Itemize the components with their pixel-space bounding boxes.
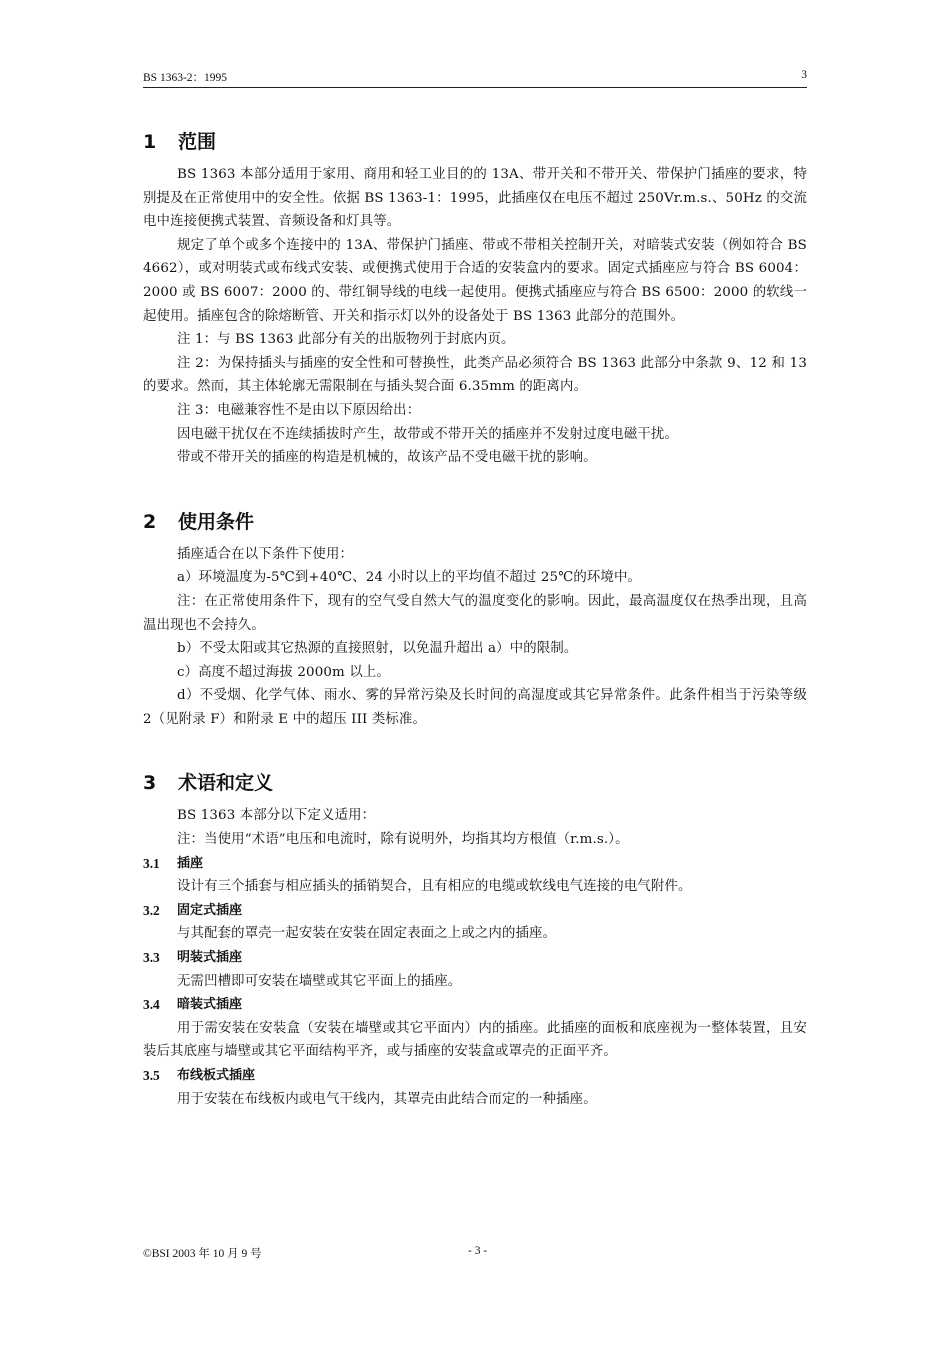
definition-text: 用于需安装在安装盒（安装在墙壁或其它平面内）内的插座。此插座的面板和底座视为一整体装置，且安装后其底座与墙壁或其它平面结构平齐，或与插座的安装盒或罩壳的正面平齐。 bbox=[143, 1020, 807, 1060]
section-title: 使用条件 bbox=[178, 510, 255, 533]
definition-term bbox=[143, 852, 807, 876]
definition-text: 设计有三个插套与相应插头的插销契合，且有相应的电缆或软线电气连接的电气附件。 bbox=[177, 879, 692, 895]
note: 注 2：为保持插头与插座的安全性和可替换性，此类产品必须符合 BS 1363 此部分中条款 9、12 和 13 的要求。然而，其主体轮廓无需限制在与插头契合面 6.35mm 的距离内。 bbox=[143, 355, 807, 395]
definition-text: 无需凹槽即可安装在墙壁或其它平面上的插座。 bbox=[177, 973, 462, 989]
definition-term bbox=[143, 946, 807, 970]
section-heading-conditions bbox=[143, 508, 807, 536]
definition-text: 用于安装在布线板内或电气干线内，其罩壳由此结合而定的一种插座。 bbox=[177, 1091, 597, 1107]
term-label: 固定式插座 bbox=[177, 902, 243, 918]
page-header bbox=[143, 63, 807, 88]
note: 注：在正常使用条件下，现有的空气受自然大气的温度变化的影响。因此，最高温度仅在热季出现，且高温出现也不会持久。 bbox=[143, 593, 807, 633]
paragraph: 因电磁干扰仅在不连续插拔时产生，故带或不带开关的插座并不发射过度电磁干扰。 bbox=[177, 426, 679, 442]
page-footer bbox=[143, 1245, 807, 1265]
page-content bbox=[143, 128, 807, 1111]
header-page-number: 3 bbox=[801, 69, 807, 81]
section-number: 2 bbox=[143, 510, 157, 533]
note: 注 3：电磁兼容性不是由以下原因给出： bbox=[177, 402, 421, 418]
term-label: 插座 bbox=[177, 855, 204, 871]
definition-term bbox=[143, 1064, 807, 1088]
definition-term bbox=[143, 899, 807, 923]
paragraph: BS 1363 本部分适用于家用、商用和轻工业目的的 13A、带开关和不带开关、带保护门插座的要求，特别提及在正常使用中的安全性。依据 BS 1363-1：1995，此插座仅在电压不超过 250Vr.m.s.、50Hz 的交流电中连接便携式装置、音频设备和灯具等。 bbox=[143, 167, 807, 230]
paragraph: 插座适合在以下条件下使用： bbox=[177, 546, 354, 562]
note: 注 1：与 BS 1363 此部分有关的出版物列于封底内页。 bbox=[177, 332, 515, 348]
clause-number: 3.1 bbox=[143, 855, 160, 871]
list-item: c）高度不超过海拔 2000m 以上。 bbox=[177, 664, 390, 680]
note: 注：当使用“术语”电压和电流时，除有说明外，均指其均方根值（r.m.s.）。 bbox=[177, 832, 629, 848]
clause-number: 3.5 bbox=[143, 1068, 160, 1083]
document-id: BS 1363-2：1995 bbox=[143, 72, 228, 84]
list-item: b）不受太阳或其它热源的直接照射，以免温升超出 a）中的限制。 bbox=[177, 641, 578, 657]
footer-page-number: - 3 - bbox=[468, 1245, 488, 1257]
list-item: d）不受烟、化学气体、雨水、雾的异常污染及长时间的高湿度或其它异常条件。此条件相当于污染等级 2（见附录 F）和附录 E 中的超压 III 类标准。 bbox=[143, 688, 807, 727]
clause-number: 3.4 bbox=[143, 997, 160, 1013]
paragraph: BS 1363 本部分以下定义适用： bbox=[177, 808, 376, 824]
paragraph: 规定了单个或多个连接中的 13A、带保护门插座、带或不带相关控制开关，对暗装式安装（例如符合 BS 4662），或对明装式或布线式安装、或便携式使用于合适的安装盒内的要求。固定式插座应与符合 BS 6004：2000 或 BS 6007：2000 的、带红铜导线的电线一起使用。便携式插座应与符合 BS 6500：2000 的软线一起使用。插座包含的除熔断管、开关和指示灯以外的设备处于 BS 1363 此部分的范围外。 bbox=[143, 237, 807, 324]
term-label: 明装式插座 bbox=[177, 950, 243, 966]
clause-number: 3.3 bbox=[143, 950, 160, 966]
section-title: 术语和定义 bbox=[178, 772, 274, 795]
paragraph: 带或不带开关的插座的构造是机械的，故该产品不受电磁干扰的影响。 bbox=[177, 450, 597, 466]
section-title: 范围 bbox=[178, 131, 217, 153]
section-number: 1 bbox=[143, 131, 157, 153]
list-item: a）环境温度为-5℃到+40℃、24 小时以上的平均值不超过 25℃的环境中。 bbox=[177, 570, 642, 586]
section-heading-scope bbox=[143, 128, 807, 156]
copyright-notice: ©BSI 2003 年 10 月 9 号 bbox=[143, 1248, 262, 1260]
definition-text: 与其配套的罩壳一起安装在安装在固定表面之上或之内的插座。 bbox=[177, 926, 557, 942]
term-label: 暗装式插座 bbox=[177, 997, 243, 1013]
clause-number: 3.2 bbox=[143, 902, 160, 918]
term-label: 布线板式插座 bbox=[177, 1068, 256, 1083]
section-heading-definitions bbox=[143, 769, 807, 797]
section-number: 3 bbox=[143, 772, 157, 795]
definition-term bbox=[143, 993, 807, 1017]
